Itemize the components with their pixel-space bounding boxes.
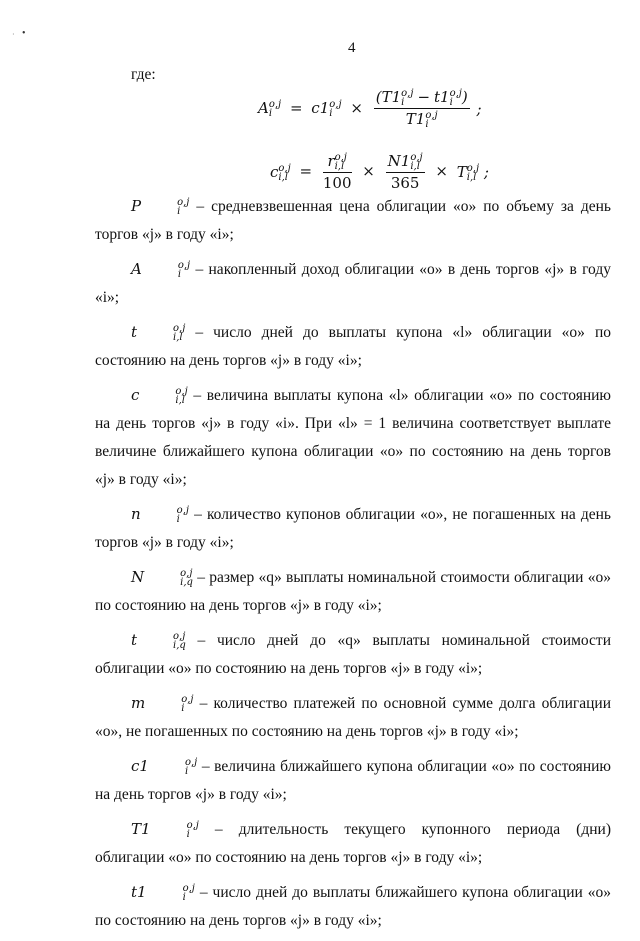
formula2-nominal-fraction: N1 o,j i,l 365: [387, 152, 423, 192]
formula1-lhs: A o,j i: [258, 99, 282, 119]
formula2-lhs: c o,j i,l: [270, 162, 291, 183]
formula1-numerator: (T1 o,j i − t1 o,j i ): [375, 88, 468, 108]
formula1-fraction: [374, 88, 470, 129]
definition-days-to-coupon: t o,j i,l – число дней до выплаты купона «l» облигации «о» по состоянию на день торгов «j» в году «i»;: [95, 323, 611, 369]
definition-days-to-nominal: t o,j i,q – число дней до «q» выплаты номинальной стоимости облигации «о» по состоянию на день торгов «j» в году «i»;: [95, 631, 611, 677]
definition-weighted-price: P o,j i – средневзвешенная цена облигации «о» по объему за день торгов «j» в году «i»;: [95, 197, 611, 243]
formula1-denominator: T1 o,j i: [405, 110, 438, 130]
formula2-rate-fraction: r o,j i,l 100: [322, 152, 352, 192]
definition-nominal-payment: N o,j i,q – размер «q» выплаты номинальной стоимости облигации «о» по состоянию на день торгов «j» в году «i»;: [95, 568, 611, 614]
formula2-period-term: T o,j i,l: [456, 162, 480, 183]
definition-days-to-nearest-coupon: t1 o,j i – число дней до выплаты ближайшего купона облигации «о» по состоянию на день торгов «j» в году «i»;: [95, 883, 611, 929]
where-label: где:: [131, 66, 156, 83]
formula1-semicolon: ;: [476, 99, 482, 118]
formula1-coupon: c1 o,j i: [311, 99, 342, 119]
definition-accrued-income: A o,j i – накопленный доход облигации «о» в день торгов «j» в году «i»;: [95, 260, 611, 306]
formula2-semicolon: ;: [483, 163, 489, 181]
formula2-times-2: ×: [435, 162, 448, 180]
formula-coupon-payment: [270, 152, 489, 192]
formula2-times-1: ×: [362, 162, 375, 180]
formula2-equals: =: [299, 162, 313, 180]
definition-principal-payments: m o,j i – количество платежей по основной сумме долга облигации «о», не погашенных по состоянию на день торгов «j» в году «i»;: [95, 694, 611, 740]
definitions-list: [95, 192, 611, 941]
formula1-equals: =: [289, 98, 303, 117]
formula1-times: ×: [350, 98, 363, 117]
definition-coupon-amount: c o,j i,l – величина выплаты купона «l» облигации «о» по состоянию на день торгов «j» в году «i». При «l» = 1 величина соответствует выплате величине ближайшего купона облигации «о» по состоянию на день торгов «j» в году «i»;: [95, 386, 611, 488]
page-number: 4: [348, 40, 356, 56]
stray-small-mark: ·: [12, 30, 15, 39]
stray-dot-mark: •: [22, 28, 26, 39]
definition-coupon-period: T1 o,j i – длительность текущего купонного периода (дни) облигации «о» по состоянию на день торгов «j» в году «i»;: [95, 820, 611, 866]
definition-coupon-count: n o,j i – количество купонов облигации «о», не погашенных на день торгов «j» в году «i»;: [95, 505, 611, 551]
definition-nearest-coupon: c1 o,j i – величина ближайшего купона облигации «о» по состоянию на день торгов «j» в году «i»;: [95, 757, 611, 803]
formula-accrued-income: [258, 88, 482, 129]
